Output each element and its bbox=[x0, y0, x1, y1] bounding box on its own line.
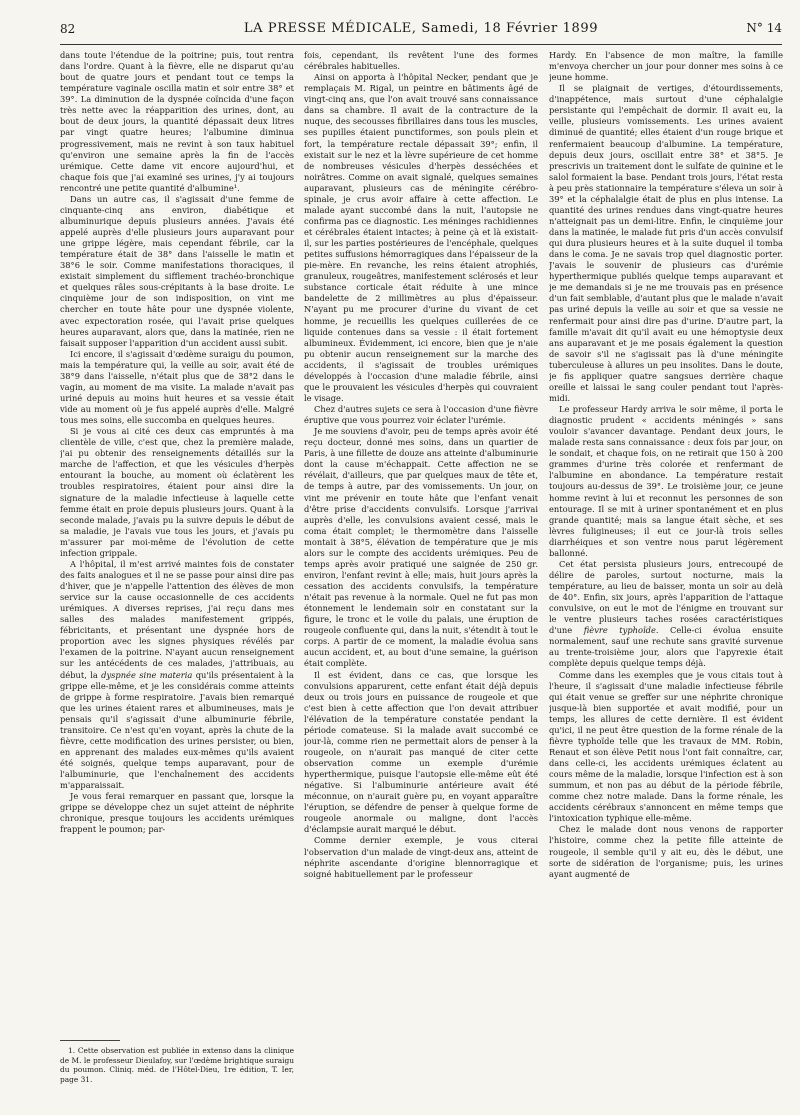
paragraph: Si je vous ai cité ces deux cas empruntés à ma clientèle de ville, c'est que, chez la première malade, j'ai pu obtenir des renseignements détaillés sur la marche de l'affection, et que les vésicules d'herpès entourant la bouche, au moment où éclatèrent les troubles respiratoires, étaient pour ainsi dire la signature de la maladie infectieuse à laquelle cette femme était en proie depuis plusieurs jours. Quant à la seconde malade, j'avais pu la suivre depuis le début de sa maladie, je l'avais vue tous les jours, et j'avais pu m'assurer par moi-même de l'évolution de cette infection grippale. bbox=[60, 426, 294, 558]
paragraph: Cet état persista plusieurs jours, entrecoupé de délire de paroles, surtout nocturne, mais la température, au lieu de baisser, monta un soir au delà de 40°. Enfin, six jours, après l'apparition de l'attaque convulsive, on eut le mot de l'énigme en trouvant sur le ventre plusieurs taches rosées caractéristiques d'une fièvre typhoïde. Celle-ci évolua ensuite normalement, sauf une rechute sans gravité survenue au trente-troisième jour, alors que l'apyrexie était complète depuis quelque temps déjà. bbox=[549, 558, 783, 669]
paragraph: Hardy. En l'absence de mon maître, la famille m'envoya chercher un jour pour donner mes soins à ce jeune homme. bbox=[549, 50, 783, 83]
paragraph: dans toute l'étendue de la poitrine; puis, tout rentra dans l'ordre. Quant à la fièvre, elle ne disparut qu'au bout de quatre jours et pendant tout ce temps la température vaginale oscilla matin et soir entre 38° et 39°. La diminution de la dyspnée coïncida d'une façon très nette avec la réapparition des urines, dont, au bout de deux jours, la quantité dépassait deux litres par vingt quatre heures; l'albumine diminua progressivement, mais ne revint à son taux habituel qu'environ une semaine après la fin de l'accès urémique. Cette dame vit encore aujourd'hui, et chaque fois que j'ai examiné ses urines, j'y ai toujours rencontré une petite quantité d'albumine¹. bbox=[60, 50, 294, 193]
column-1 bbox=[60, 50, 294, 1035]
paragraph: Ainsi on apporta à l'hôpital Necker, pendant que je remplaçais M. Rigal, un peintre en bâtiments âgé de vingt-cinq ans, que l'on avait trouvé sans connaissance dans sa chambre. Il avait de la contracture de la nuque, des secousses fibrillaires dans tous les muscles, ses pupilles étaient punctiformes, son pouls plein et fort, la température rectale dépassait 39°; enfin, il existait sur le nez et la lèvre supérieure de cet homme de nombreuses vésicules d'herpès desséchées et noirâtres. Comme on avait signalé, quelques semaines auparavant, plusieurs cas de méningite cérébro-spinale, je crus avoir affaire à cette affection. Le malade ayant succombé dans la nuit, l'autopsie ne confirma pas ce diagnostic. Les méninges rachidiennes et cérébrales étaient intactes; à peine çà et là existait-il, sur les parties postérieures de l'encéphale, quelques petites suffusions hémorragiques dans l'épaisseur de la pie-mère. En revanche, les reins étaient atrophiés, granuleux, rougeâtres, manifestement sclérosés et leur substance corticale était réduite à une mince bandelette de 2 millimètres au plus d'épaisseur. N'ayant pu me procurer d'urine du vivant de cet homme, je recueillis les quelques cuillerées de ce liquide contenues dans sa vessie : il était fortement albumineux. Évidemment, ici encore, bien que je n'aie pu obtenir aucun renseignement sur la marche des accidents, il s'agissait de troubles urémiques développés à l'occasion d'une maladie fébrile, ainsi que le prouvaient les vésicules d'herpès qui couvraient le visage. bbox=[304, 72, 538, 403]
column-3 bbox=[549, 50, 783, 1100]
paragraph: Le professeur Hardy arriva le soir même, il porta le diagnostic prudent « accidents méningés » sans vouloir s'avancer davantage. Pendant deux jours, le malade resta sans connaissance : deux fois par jour, on le sondait, et chaque fois, on ne retirait que 150 à 200 grammes d'urine très colorée et renfermant de l'albumine en abondance. La température restait toujours au-dessus de 39°. Le troisième jour, ce jeune homme revint à lui et reconnut les personnes de son entourage. Il se mit à uriner spontanément et en plus grande quantité; mais sa langue était sèche, et ses lèvres fuligineuses; il eut ce jour-là trois selles diarrhéiques et son ventre nous parut légèrement ballonné. bbox=[549, 404, 783, 558]
paragraph: fois, cependant, ils revêtent l'une des formes cérébrales habituelles. bbox=[304, 50, 538, 72]
paragraph: Il est évident, dans ce cas, que lorsque les convulsions apparurent, cette enfant était déjà depuis deux ou trois jours en puissance de rougeole et que c'est bien à cette affection que l'on devait attribuer l'élévation de la température constatée pendant la période comateuse. Si la malade avait succombé ce jour-là, comme rien ne permettait alors de penser à la rougeole, on n'aurait pas manqué de citer cette observation comme un exemple d'urémie hyperthermique, puisque l'autopsie elle-même eût été négative. Si l'albuminurie antérieure avait été méconnue, on n'aurait guère pu, en voyant apparaître l'éruption, se défendre de penser à quelque forme de rougeole anormale ou maligne, dont l'accès d'éclampsie aurait marqué le début. bbox=[304, 669, 538, 835]
footnote-rule bbox=[60, 1040, 120, 1041]
paragraph: Chez d'autres sujets ce sera à l'occasion d'une fièvre éruptive que vous pourrez voir éclater l'urémie. bbox=[304, 404, 538, 426]
footnote bbox=[60, 1046, 294, 1084]
paragraph: Comme dans les exemples que je vous citais tout à l'heure, il s'agissait d'une maladie infectieuse fébrile qui était venue se greffer sur une néphrite chronique jusque-là bien supportée et avait modifié, pour un temps, les allures de cette dernière. Il est évident qu'ici, il ne peut être question de la forme rénale de la fièvre typhoïde telle que les travaux de MM. Robin, Renaut et son élève Petit nous l'ont fait connaître, car, dans celle-ci, les accidents urémiques éclatent au cours même de la maladie, lorsque l'infection est à son summum, et non pas au début de la période fébrile, comme chez notre malade. Dans la forme rénale, les accidents cérébraux s'annoncent en même temps que l'intoxication typhique elle-même. bbox=[549, 669, 783, 824]
paragraph: Il se plaignait de vertiges, d'étourdissements, d'inappétence, mais surtout d'une céphalalgie persistante qui l'empêchait de dormir. Il avait eu, la veille, plusieurs vomissements. Les urines avaient diminué de quantité; elles étaient d'un rouge brique et renfermaient beaucoup d'albumine. La température, depuis deux jours, oscillait entre 38° et 38°5. Je prescrivis un traitement dont le sulfate de quinine et le salol formaient la base. Pendant trois jours, l'état resta à peu près stationnaire la température s'éleva un soir à 39° et la céphalalgie était de plus en plus intense. La quantité des urines rendues dans vingt-quatre heures n'atteignait pas un demi-litre. Enfin, le cinquième jour dans la matinée, le malade fut pris d'un accès convulsif qui dura plusieurs heures et à la suite duquel il tomba dans le coma. Je ne savais trop quel diagnostic porter. J'avais le souvenir de plusieurs cas d'urémie hyperthermique publiés quelque temps auparavant et je me demandais si je ne me trouvais pas en présence d'un fait semblable, d'autant plus que le malade n'avait pas uriné depuis la veille au soir et que sa vessie ne renfermait pour ainsi dire pas d'urine. D'autre part, la famille m'avait dit qu'il avait eu une hémoptysie deux ans auparavant et je me posais également la question de savoir s'il ne s'agissait pas là d'une méningite tuberculeuse à allures un peu insolites. Dans le doute, je fis appliquer quatre sangsues derrière chaque oreille et laissai le sang couler pendant tout l'après-midi. bbox=[549, 83, 783, 403]
header-rule bbox=[60, 44, 782, 45]
journal-title: LA PRESSE MÉDICALE, Samedi, 18 Février 1899 bbox=[243, 21, 599, 36]
issue-number: N° 14 bbox=[746, 21, 782, 35]
paragraph: A l'hôpital, il m'est arrivé maintes fois de constater des faits analogues et il ne se passe pour ainsi dire pas d'hiver, que je n'appelle l'attention des élèves de mon service sur la cause occasionnelle de ces accidents urémiques. A diverses reprises, j'ai reçu dans mes salles des malades manifestement grippés, fébricitants, et présentant une dyspnée hors de proportion avec les signes physiques révélés par l'examen de la poitrine. N'ayant aucun renseignement sur les antécédents de ces malades, j'attribuais, au début, la dyspnée sine materia qu'ils présentaient à la grippe elle-même, et je les considérais comme atteints de grippe à forme respiratoire. J'avais bien remarqué que les urines étaient rares et albumineuses, mais je pensais qu'il s'agissait d'une albuminurie fébrile, transitoire. Ce n'est qu'en voyant, après la chute de la fièvre, cette modification des urines persister, ou bien, en apprenant des malades eux-mêmes qu'ils avaient été soignés, quelque temps auparavant, pour de l'albuminurie, que l'enchaînement des accidents m'apparaissait. bbox=[60, 558, 294, 791]
paragraph: Ici encore, il s'agissait d'œdème suraigu du poumon, mais la température qui, la veille au soir, avait été de 38°9 dans l'aisselle, n'était plus que de 38°2 dans le vagin, au moment de ma visite. La malade n'avait pas uriné depuis au moins huit heures et sa vessie était vide au moment où je fus appelé auprès d'elle. Malgré tous mes soins, elle succomba en quelques heures. bbox=[60, 348, 294, 426]
footnote-text: 1. Cette observation est publiée in extenso dans la clinique de M. le professeur Dieulafoy, sur l'œdème brightique suraigu du poumon. Cliniq. méd. de l'Hôtel-Dieu, 1re édition, T. Ier, page 31. bbox=[60, 1046, 294, 1084]
paragraph: Comme dernier exemple, je vous citerai l'observation d'un malade de vingt-deux ans, atteint de néphrite ascendante d'origine blennorragique et soigné habituellement par le professeur bbox=[304, 835, 538, 879]
page-header bbox=[60, 18, 782, 38]
paragraph: Dans un autre cas, il s'agissait d'une femme de cinquante-cinq ans environ, diabétique et albuminurique depuis plusieurs années. J'avais été appelé auprès d'elle plusieurs jours auparavant pour une grippe légère, mais cependant fébrile, car la température était de 38° dans l'aisselle le matin et 38°6 le soir. Comme manifestations thoraciques, il existait simplement du sifflement trachéo-bronchique et quelques râles sous-crépitants à la base droite. Le cinquième jour de son indisposition, on vint me chercher en toute hâte pour une dyspnée violente, avec expectoration rosée, qui l'avait prise quelques heures auparavant, alors que, dans la matinée, rien ne faisait supposer l'apparition d'un accident aussi subit. bbox=[60, 193, 294, 348]
page-number: 82 bbox=[60, 22, 76, 36]
column-2 bbox=[304, 50, 538, 1100]
paragraph: Chez le malade dont nous venons de rapporter l'histoire, comme chez la petite fille atteinte de rougeole, il semble qu'il y ait eu, dès le début, une sorte de sidération de l'organisme; puis, les urines ayant augmenté de bbox=[549, 824, 783, 879]
paragraph: Je vous ferai remarquer en passant que, lorsque la grippe se développe chez un sujet atteint de néphrite chronique, presque toujours les accidents urémiques frappent le poumon; par- bbox=[60, 791, 294, 835]
paragraph: Je me souviens d'avoir, peu de temps après avoir été reçu docteur, donné mes soins, dans un quartier de Paris, à une fillette de douze ans atteinte d'albuminurie dont la cause m'échappait. Cette affection ne se révélait, d'ailleurs, que par quelques maux de tête et, de temps à autre, par des vomissements. Un jour, on vint me prévenir en toute hâte que l'enfant venait d'être prise d'accidents convulsifs. Lorsque j'arrivai auprès d'elle, les convulsions avaient cessé, mais le coma était complet; le thermomètre dans l'aisselle montait à 38°5, élévation de température que je mis alors sur le compte des accidents urémiques. Peu de temps après avoir pratiqué une saignée de 250 gr. environ, l'enfant revint à elle; mais, huit jours après la cessation des accidents convulsifs, la température n'était pas revenue à la normale. Quel ne fut pas mon étonnement le lendemain soir en constatant sur la figure, le tronc et le voile du palais, une éruption de rougeole confluente qui, dans la nuit, s'étendit à tout le corps. A partir de ce moment, la maladie évolua sans aucun accident, et, au bout d'une semaine, la guérison était complète. bbox=[304, 426, 538, 669]
